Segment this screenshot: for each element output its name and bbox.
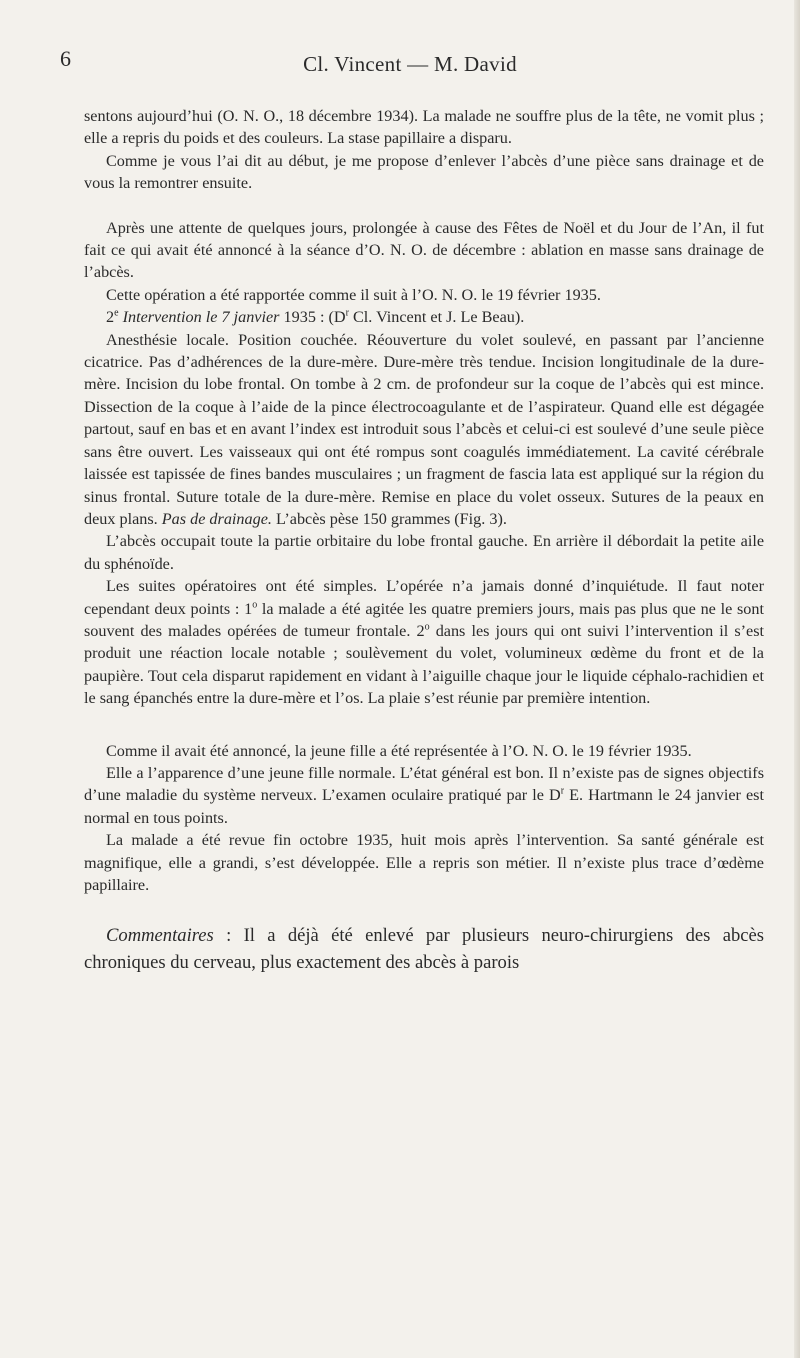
page-edge xyxy=(794,0,800,1358)
paragraph: Elle a l’apparence d’une jeune fille normale. L’état général est bon. Il n’existe pas de signes objectifs d’une maladie du système nerveux. L’examen oculaire pratiqué par le $D^r$ E. Hartmann le 24 janvier est normal en tous points. xyxy=(84,763,764,827)
body-text xyxy=(84,105,764,976)
running-head: Cl. Vincent — M. David xyxy=(303,52,517,76)
page-number: 6 xyxy=(60,46,71,71)
paragraph: Comme il avait été annoncé, la jeune fille a été représentée à l’O. N. O. le 19 février 1935. xyxy=(106,741,692,760)
paragraph: Après une attente de quelques jours, prolongée à cause des Fêtes de Noël et du Jour de l’An, il fut fait ce qui avait été annoncé à la séance d’O. N. O. de décembre : ablation en masse sans drainage de l’abcès. xyxy=(84,218,764,282)
paragraph: Les suites opératoires ont été simples. L’opérée n’a jamais donné d’inquiétude. Il faut noter cependant deux points : 1$^o$ la malade a été agitée les quatre premiers jours, mais pas plus que ne le sont souvent des malades opérées de tumeur frontale. 2$^o$ dans les jours qui ont suivi l’intervention il s’est produit une réaction locale notable ; soulèvement du volet, volumineux œdème du front et de la paupière. Tout cela disparut rapidement en vidant à l’aiguille chaque jour le liquide céphalo-rachidien et le sang épanchés entre la dure-mère et l’os. La plaie s’est réunie par première intention. xyxy=(84,577,765,708)
paragraph: Comme je vous l’ai dit au début, je me propose d’enlever l’abcès d’une pièce sans drainage et de vous la remontrer ensuite. xyxy=(84,151,764,193)
paragraph-intervention: 2e Intervention le 7 janvier 1935 : ($D^r$ Cl. Vincent et J. Le Beau). xyxy=(106,307,525,327)
paragraph: La malade a été revue fin octobre 1935, huit mois après l’intervention. Sa santé générale est magnifique, elle a grandi, s’est développée. Elle a repris son métier. Il n’existe plus trace d’œdème papillaire. xyxy=(84,831,764,894)
paragraph: Anesthésie locale. Position couchée. Réouverture du volet soulevé, en passant par l’ancienne cicatrice. Pas d’adhérences de la dure-mère. Dure-mère très tendue. Incision longitudinale de la dure-mère. Incision du lobe frontal. On tombe à 2 cm. de profondeur sur la coque de l’abcès qui est mince. Dissection de la coque à l’aide de la pince électrocoagulante et de l’aspirateur. Quand elle est dégagée partout, sauf en bas et en avant l’index est introduit sous l’abcès et celui-ci est soulevé d’une seule pièce sans être ouvert. Les vaisseaux qui ont été rompus sont coagulés immédiatement. La cavité cérébrale laissée est tapissée de fines bandes musculaires ; un fragment de fascia lata est appliqué sur la région du sinus frontal. Suture totale de la dure-mère. Remise en place du volet osseux. Sutures de la peaux en deux plans. Pas de drainage. L’abcès pèse 150 grammes (Fig. 3). xyxy=(84,330,764,528)
paragraph: Cette opération a été rapportée comme il suit à l’O. N. O. le 19 février 1935. xyxy=(106,285,601,304)
commentaires-paragraph: Commentaires : Il a déjà été enlevé par plusieurs neuro-chirurgiens des abcès chroniques du cerveau, plus exactement des abcès à parois xyxy=(84,925,764,974)
commentaires-label: Commentaires xyxy=(106,925,214,947)
paragraph: sentons aujourd’hui (O. N. O., 18 décembre 1934). La malade ne souffre plus de la tête, ne vomit plus ; elle a repris du poids et des couleurs. La stase papillaire a disparu. xyxy=(84,107,764,148)
paragraph: L’abcès occupait toute la partie orbitaire du lobe frontal gauche. En arrière il débordait la petite aile du sphénoïde. xyxy=(84,532,764,573)
page-header xyxy=(60,46,760,86)
